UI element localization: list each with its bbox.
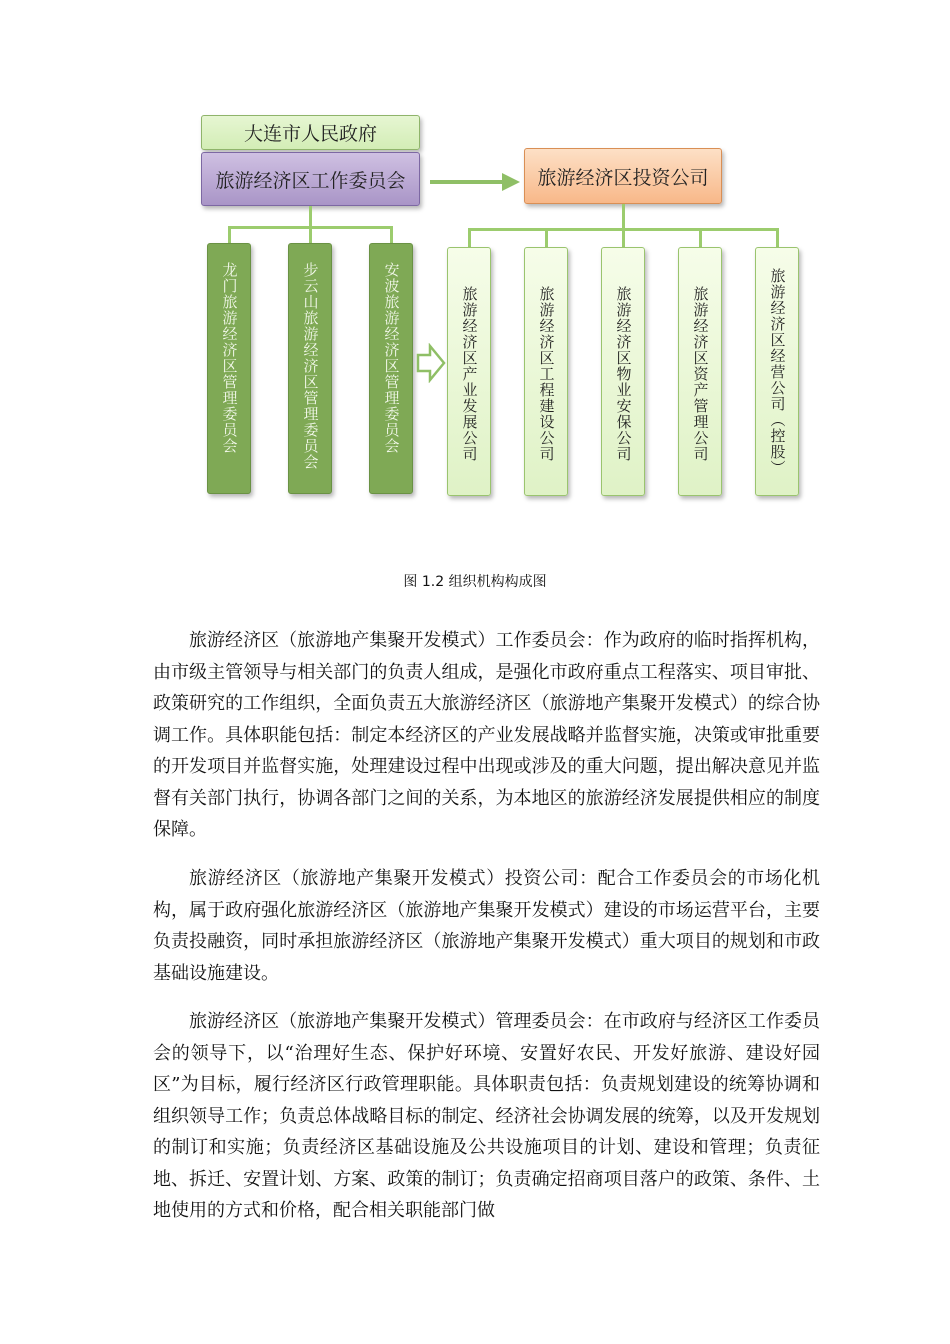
management-committee-buyunshan: 步云山旅游经济区管理委员会: [288, 243, 332, 494]
connector-line: [390, 226, 393, 244]
connector-line: [309, 206, 312, 228]
investment-company-box: 旅游经济区投资公司: [524, 148, 722, 204]
connector-line: [228, 226, 231, 244]
company-industry-development: 旅游经济区产业发展公司: [447, 247, 491, 496]
company-asset-management: 旅游经济区资产管理公司: [678, 247, 722, 496]
connector-line: [468, 228, 471, 248]
work-committee-box: 旅游经济区工作委员会: [201, 152, 420, 206]
arrow-right-icon: [430, 170, 522, 194]
hollow-arrow-icon: [416, 343, 446, 383]
paragraph-management-committee: 旅游经济区（旅游地产集聚开发模式）管理委员会：在市政府与经济区工作委员会的领导下，以“治理好生态、保护好环境、安置好农民、开发好旅游、建设好园区”为目标，履行经济区行政管理职能。具体职责包括：负责规划建设的统筹协调和组织领导工作；负责总体战略目标的制定、经济社会协调发展的统筹，以及开发规划的制订和实施；负责经济区基础设施及公共设施项目的计划、建设和管理；负责征地、拆迁、安置计划、方案、政策的制订；负责确定招商项目落户的政策、条件、土地使用的方式和价格，配合相关职能部门做: [153, 1011, 820, 1221]
company-property-security: 旅游经济区物业安保公司: [601, 247, 645, 496]
company-engineering-construction: 旅游经济区工程建设公司: [524, 247, 568, 496]
figure-caption: 图 1.2 组织机构构成图: [403, 574, 547, 590]
management-committee-anbo: 安波旅游经济区管理委员会: [369, 243, 413, 494]
org-chart: [0, 0, 950, 560]
government-box: 大连市人民政府: [201, 115, 420, 150]
paragraph-investment-company: 旅游经济区（旅游地产集聚开发模式）投资公司：配合工作委员会的市场化机构，属于政府强化旅游经济区（旅游地产集聚开发模式）建设的市场运营平台，主要负责投融资，同时承担旅游经济区（旅游地产集聚开发模式）重大项目的规划和市政基础设施建设。: [153, 868, 820, 984]
connector-line: [622, 228, 625, 248]
connector-line: [545, 228, 548, 248]
management-committee-longmen: 龙门旅游经济区管理委员会: [207, 243, 251, 494]
paragraph-work-committee: 旅游经济区（旅游地产集聚开发模式）工作委员会：作为政府的临时指挥机构，由市级主管领导与相关部门的负责人组成，是强化市政府重点工程落实、项目审批、政策研究的工作组织，全面负责五大旅游经济区（旅游地产集聚开发模式）的综合协调工作。具体职能包括：制定本经济区的产业发展战略并监督实施，决策或审批重要的开发项目并监督实施，处理建设过程中出现或涉及的重大问题，提出解决意见并监督有关部门执行，协调各部门之间的关系，为本地区的旅游经济发展提供相应的制度保障。: [153, 630, 820, 840]
connector-line: [309, 226, 312, 244]
connector-line: [776, 228, 779, 248]
connector-line: [699, 228, 702, 248]
connector-line: [622, 204, 625, 230]
company-operation-holding: 旅游经济区经营公司（控股）: [755, 247, 799, 496]
